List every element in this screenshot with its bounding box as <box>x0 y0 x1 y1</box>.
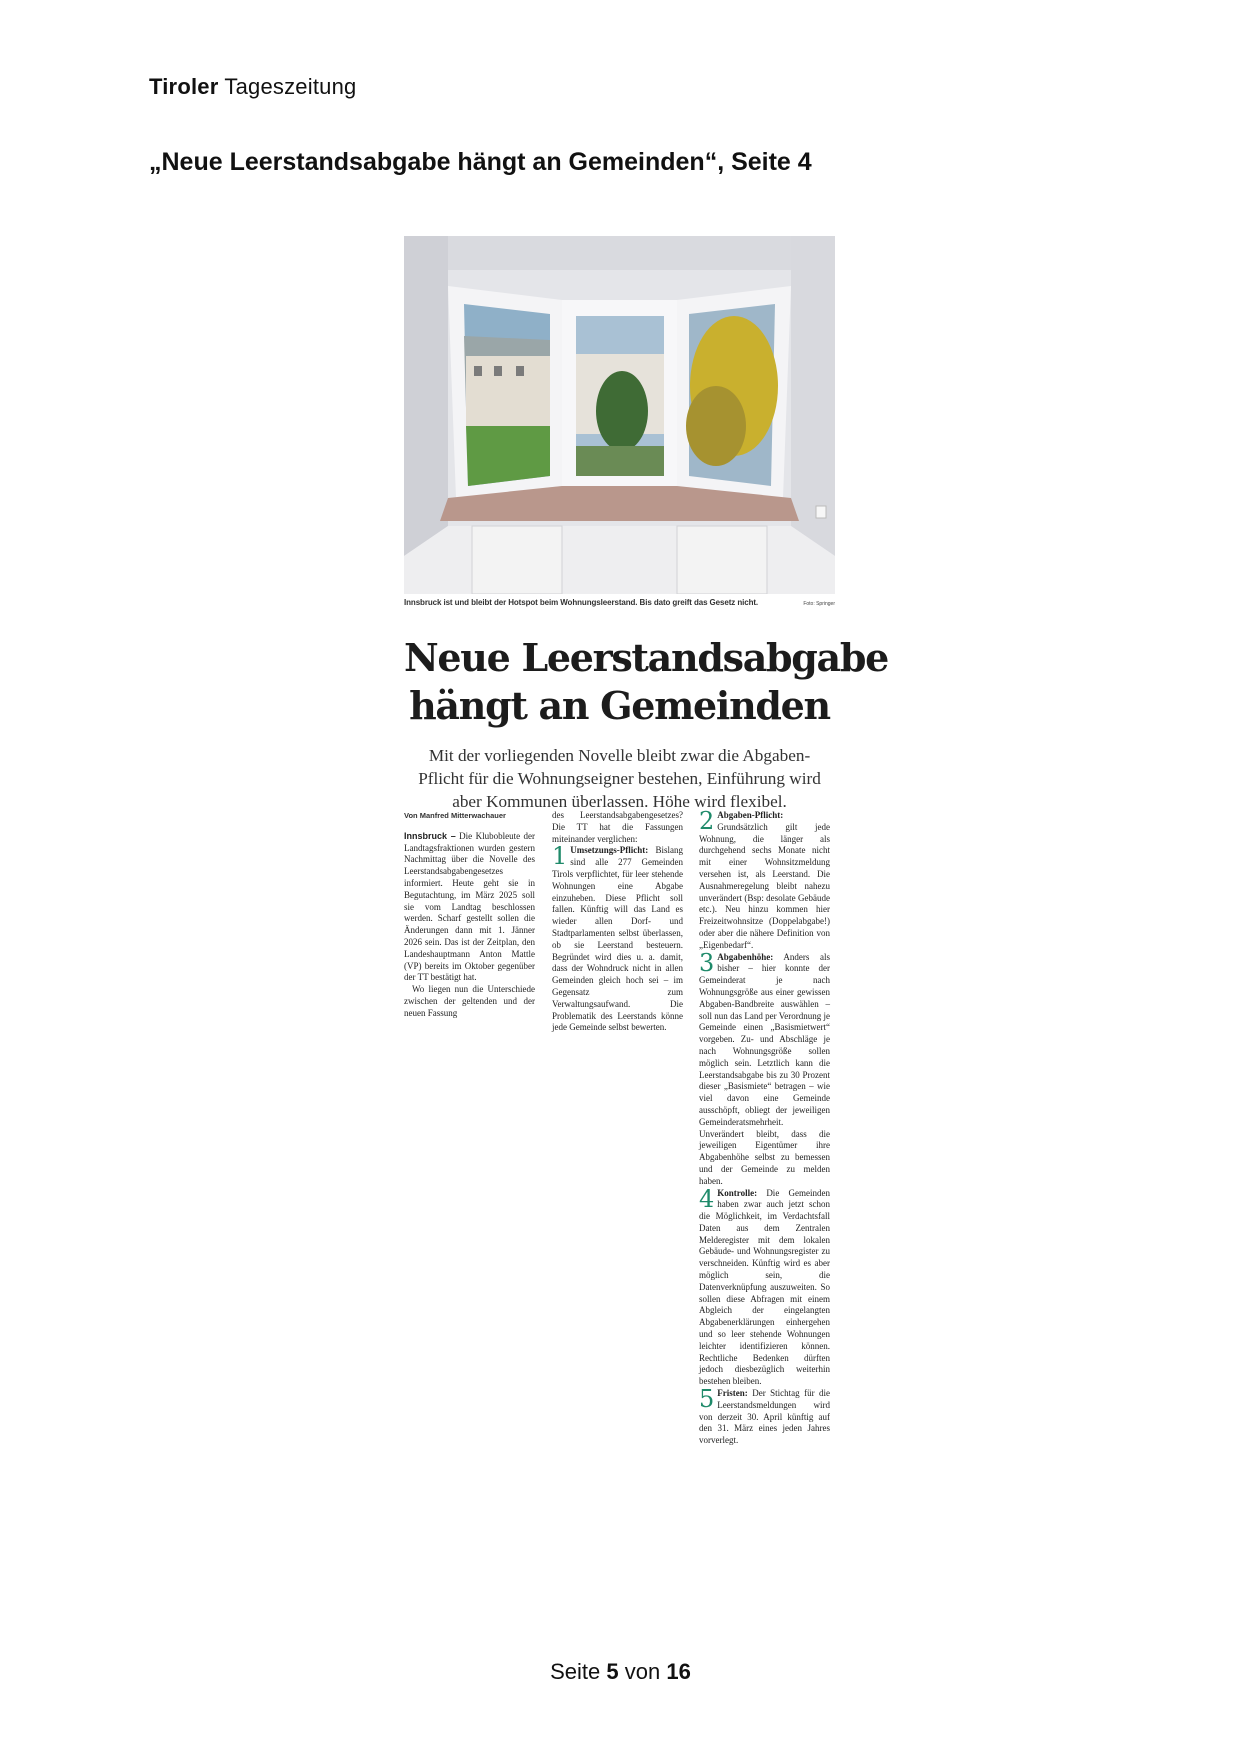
publication-name: Tiroler Tageszeitung <box>149 74 357 99</box>
byline: Von Manfred Mitterwachauer <box>404 811 506 820</box>
list-item: 4 Kontrolle: Die Gemeinden haben zwar auch jetzt schon die Möglichkeit, im Verdachtsfall Daten aus dem Zentralen Melderegister mit dem lokalen Gebäude- und Wohnungsregister zu verschneiden. Künftig wird es aber möglich sein, die Datenverknüpfung auszuweiten. So sollen diese Abfragen mit einem Abgleich der eingelangten Abgabenerklärungen einhergehen und so leer stehende Wohnungen leichter identifizieren können. Rechtliche Bedenken dürften jedoch diesbezüglich weiterhin bestehen bleiben. <box>699 1184 830 1387</box>
list-item: 5 Fristen: Der Stichtag für die Leerstandsmeldungen wird von derzeit 30. April künftig auf den 31. März eines jeden Jahres vorverlegt. <box>699 1385 830 1446</box>
list-item: 1 Umsetzungs-Pflicht: Bislang sind alle 277 Gemeinden Tirols verpflichtet, für leer stehende Wohnungen eine Abgabe einzuheben. Diese Pflicht soll fallen. Künftig will das Land es wieder allen Dorf- und Stadtparlamenten selbst überlassen, ob sie Leerstand besteuern. Begründet wird dies u. a. damit, dass der Wohndruck nicht in allen Gemeinden gleich hoch sei – im Gegensatz zum Verwaltungsaufwand. Die Problematik des Leerstands könne jede Gemeinde selbst bewerten. <box>552 842 683 1033</box>
newspaper-clipping <box>404 236 889 1446</box>
body-paragraph: Wo liegen nun die Unterschiede zwischen der geltenden und der neuen Fassung <box>404 984 535 1018</box>
photo-caption: Innsbruck ist und bleibt der Hotspot beim Wohnungsleerstand. Bis dato greift das Gesetz nicht. <box>404 598 759 607</box>
article-headline: Neue Leerstandsabgabe hängt an Gemeinden <box>404 635 889 728</box>
article-photo <box>404 236 835 594</box>
page-counter: Seite 5 von 16 <box>550 1659 691 1684</box>
document-title: „Neue Leerstandsabgabe hängt an Gemeinden“, Seite 4 <box>149 148 812 176</box>
list-item: 3 Abgabenhöhe: Anders als bisher – hier konnte der Gemeinderat je nach Wohnungsgröße aus einer gewissen Abgaben-Bandbreite auswählen – soll nun das Land per Verordnung je Gemeinde einen „Basismietwert“ vorgeben. Zu- und Abschläge je nach Wohnungsgröße sollen möglich sein. Letztlich kann die Leerstandsabgabe bis zu 30 Prozent dieser „Basismiete“ betragen – wie viel davon eine Gemeinde ausschöpft, obliegt der jeweiligen Gemeinderatsmehrheit. Unverändert bleibt, dass die jeweiligen Eigentümer ihre Abgabenhöhe selbst zu bemessen und der Gemeinde zu melden haben. <box>699 948 830 1186</box>
list-item: 2 Abgaben-Pflicht: Grundsätzlich gilt jede Wohnung, die länger als durchgehend sechs Monate nicht mit einer Wohnsitzmeldung versehen ist, als Leerstand. Die Ausnahmeregelung bleibt nahezu unverändert (Bsp: desolate Gebäude etc.). Neu hinzu kommen hier Freizeitwohnsitze (Doppelabgabe!) oder aber die nähere Definition von „Eigenbedarf“. <box>699 807 830 950</box>
article-column-2 <box>552 810 683 1034</box>
article-column-3 <box>699 807 830 1447</box>
article-lead: Mit der vorliegenden Novelle bleibt zwar die Abgaben-Pflicht für die Wohnungseigner bestehen, Einführung wird aber Kommunen überlassen. Höhe wird flexibel. <box>418 746 821 811</box>
body-paragraph: des Leerstandsabgabengesetzes? Die TT hat die Fassungen miteinander verglichen: <box>552 810 683 844</box>
photo-credit: Foto: Springer <box>803 601 835 607</box>
article-column-1 <box>404 810 535 1020</box>
body-paragraph: Innsbruck – Die Klubobleute der Landtagsfraktionen wurden gestern Nachmittag über die Novelle des Leerstandsabgabengesetzes informiert. Heute geht sie in Begutachtung, im März 2025 soll sie vom Landtag beschlossen werden. Scharf gestellt sollen die Änderungen dann mit 1. Jänner 2026 sein. Das ist der Zeitplan, den Landeshauptmann Anton Mattle (VP) bereits im Oktober gegenüber der TT bestätigt hat. <box>404 830 535 983</box>
article-body <box>404 807 835 1520</box>
